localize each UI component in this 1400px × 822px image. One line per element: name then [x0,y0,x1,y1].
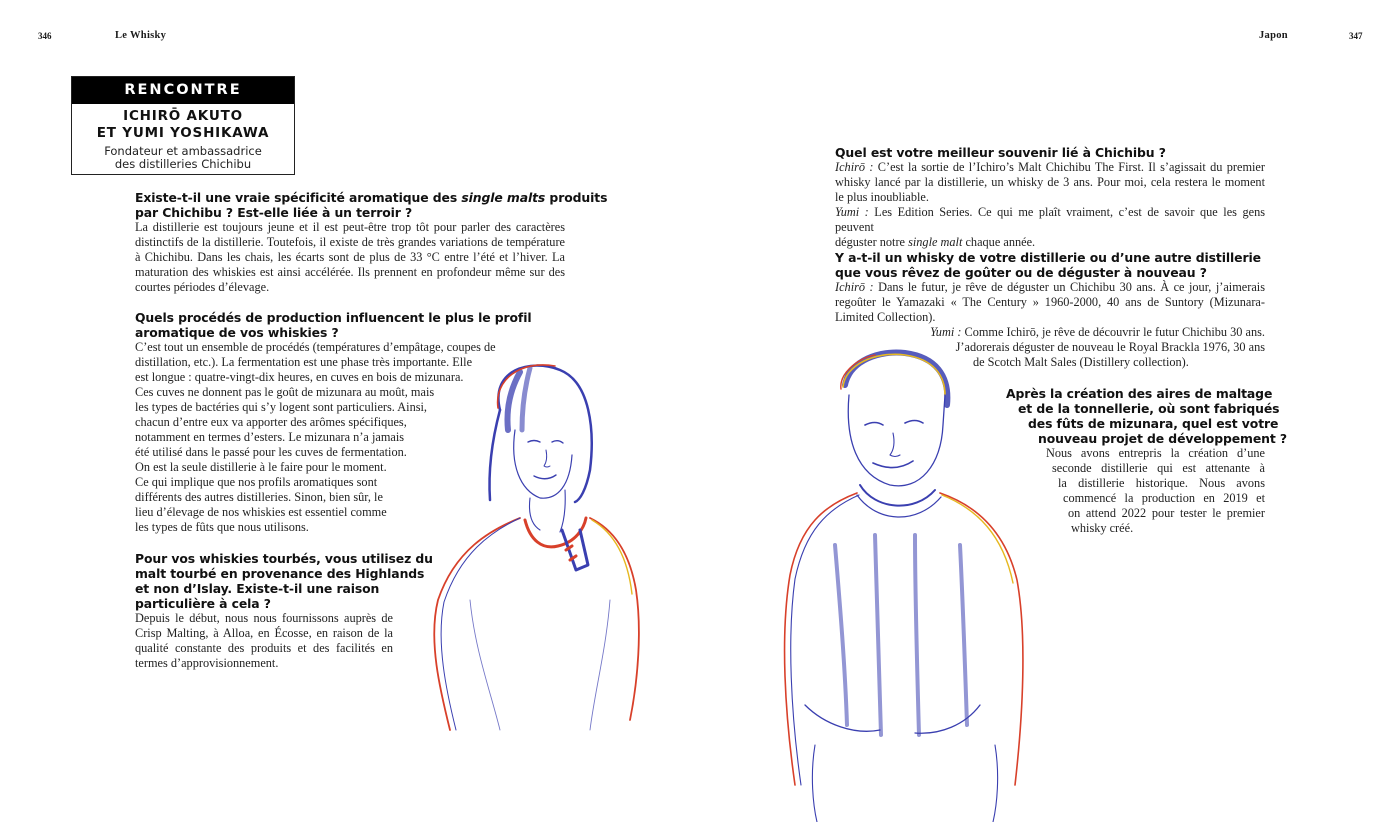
interviewee-name-line2: ET YUMI YOSHIKAWA [96,125,270,141]
page-number-right: 347 [1349,31,1363,41]
question-heading: Après la création des aires de maltage et de la tonnellerie, où sont fabriqués des fûts de mizunara, quel est votre nouveau projet de développement ? [1006,386,1288,446]
answer-paragraph: C’est tout un ensemble de procédés (températures d’empâtage, coupes de distillation, etc.). La fermentation est une phase très importante. Elle est longue : quatre-vingt-dix heures, en cuves en bois de mizunara. Ces cuves ne donnent pas le goût de mizunara au moût, mais les types de bactéries qui s’y logent sont particuliers. Ainsi, chacun d’entre eux va apporter des arômes spécifiques, notamment en termes d’esters. Le mizunara n’a jamais été utilisé dans le passé pour les cuves de fermentation. On est la seule distillerie à le faire pour le moment. Ce qui implique que nos profils aromatiques sont différents des autres distilleries. Sinon, bien sûr, le lieu d’élevage de nos whiskies est essentiel comme les types de fûts que nous utilisons. [135,340,496,534]
interview-q5 [835,250,1265,370]
interview-q4 [835,145,1265,250]
speaker-ichiro: Ichirō : [835,280,874,294]
answer-paragraph: Depuis le début, nous nous fournissons auprès de Crisp Malting, à Alloa, en Écosse, en raison de la qualité constante des produits et des facilités en termes d’approvisionnement. [135,611,393,670]
rencontre-box [71,76,295,175]
interviewee-role [72,145,294,171]
interviewee-names [72,108,294,142]
interview-q1 [135,190,608,295]
interviewee-role-line2: des distilleries Chichibu [114,157,252,171]
interview-q6 [1000,386,1288,536]
speaker-yumi: Yumi : [930,325,962,339]
question-heading: Existe-t-il une vraie spécificité aromatique des single malts produits par Chichibu ? Est-elle liée à un terroir ? [135,190,608,220]
interviewee-role-line1: Fondateur et ambassadrice [104,144,262,158]
speaker-ichiro: Ichirō : [835,160,874,174]
question-heading: Pour vos whiskies tourbés, vous utilisez du malt tourbé en provenance des Highlands et non d’Islay. Existe-t-il une raison particulière à cela ? [135,551,433,611]
interviewee-name-line1: ICHIRŌ AKUTO [123,108,243,124]
running-title-left: Le Whisky [115,30,167,41]
speaker-yumi: Yumi : [835,205,869,219]
answer-paragraph: Ichirō : Dans le futur, je rêve de déguster un Chichibu 30 ans. À ce jour, j’aimerais regoûter le Yamazaki « The Century » 1960-2000, 40 ans de Suntory (Mizunara- Limited Collection). Yumi : Comme Ichirō, je rêve de découvrir le futur Chichibu 30 ans. J’adorerais déguster de nouveau le Royal Brackla 1976, 30 ans de Scotch Malt Sales (Distillery collection). [835,280,1265,369]
interview-q2 [135,310,532,535]
question-heading: Quels procédés de production influencent le plus le profil aromatique de vos whiskies ? [135,310,532,340]
answer-paragraph: La distillerie est toujours jeune et il est peut-être trop tôt pour parler des caractères distinctifs de la distillerie. Toutefois, il existe de très grandes variations de température à Chichibu. Dans les chais, les écarts sont de plus de 33 °C entre l’été et l’hiver. La maturation des whiskies est ainsi accélérée. Ils prennent en profondeur même sur des courtes périodes d’élevage. [135,220,565,294]
question-heading: Y a-t-il un whisky de votre distillerie ou d’une autre distillerie que vous rêvez de goûter ou de déguster à nouveau ? [835,250,1261,280]
running-title-right: Japon [1259,30,1288,41]
answer-paragraph: Ichirō : C’est la sortie de l’Ichiro’s Malt Chichibu The First. Il s’agissait du premier whisky lancé par la distillerie, un whisky de 3 ans. Pour moi, cela restera le moment le plus inoubliable. Yumi : Les Edition Series. Ce qui me plaît vraiment, c’est de savoir que les gens peuvent déguster notre single malt chaque année. [835,160,1266,249]
interview-q3 [135,551,433,671]
page-number-left: 346 [38,31,52,41]
answer-paragraph: Nous avons entrepris la création d’une seconde distillerie qui est attenante à la distillerie historique. Nous avons commencé la production en 2019 et on attend 2022 pour tester le premier whisky créé. [1046,446,1265,535]
rencontre-label: RENCONTRE [72,77,294,104]
question-heading: Quel est votre meilleur souvenir lié à Chichibu ? [835,145,1166,160]
